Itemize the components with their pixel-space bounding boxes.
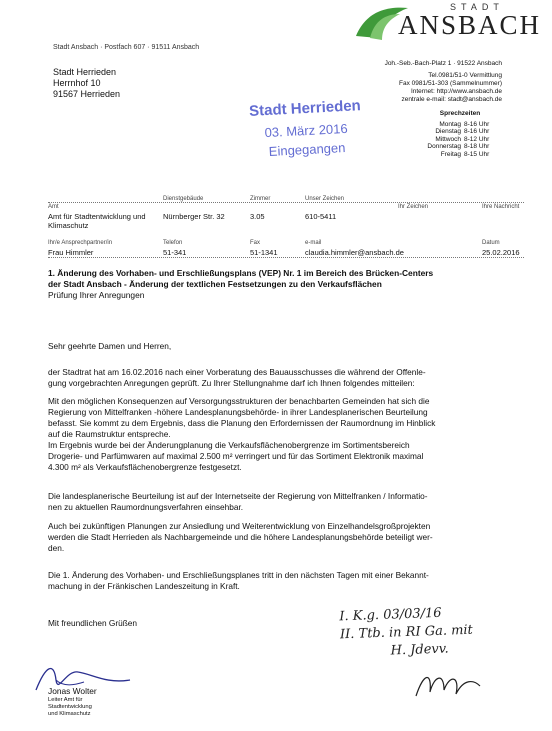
contact-internet: Internet: http://www.ansbach.de [410, 88, 502, 95]
logo-city-name: ANSBACH [398, 10, 542, 40]
recipient-name: Stadt Herrieden [53, 67, 117, 77]
note-line-3: H. Jdevv. [390, 641, 449, 659]
note-line-2: II. Ttb. in RI Ga. mit [339, 622, 474, 643]
recipient-address [53, 67, 120, 100]
stamp-date: 03. März 2016 [264, 120, 348, 141]
value-amt: Amt für Stadtentwicklung und Klimaschutz [48, 212, 146, 230]
contact-email: zentrale e-mail: stadt@ansbach.de [401, 96, 502, 103]
hours-row: Freitag 8-15 Uhr [440, 150, 490, 158]
recipient-street: Herrnhof 10 [53, 78, 101, 88]
label-your-message: Ihre Nachricht [482, 204, 520, 210]
label-your-ref: Ihr Zeichen [398, 204, 429, 210]
label-contact-person: Ihr/e Ansprechpartner/in [48, 240, 113, 246]
recipient-city: 91567 Herrieden [53, 89, 121, 99]
contact-address: Joh.-Seb.-Bach-Platz 1 · 91522 Ansbach [384, 60, 502, 67]
value-contact-person: Frau Himmler [48, 248, 94, 257]
hours-row: Montag 8-16 Uhr [439, 120, 490, 128]
label-building: Dienstgebäude [163, 196, 204, 202]
sender-line: Stadt Ansbach · Postfach 607 · 91511 Ansbach [53, 44, 200, 51]
signer-role: Leiter Amt für Stadtentwicklung und Klimaschutz [48, 697, 92, 717]
note-line-1: I. K.g. 03/03/16 [339, 605, 442, 625]
logo-top-word: STADT [450, 2, 504, 12]
contact-block [302, 60, 502, 104]
label-fax: Fax [250, 240, 261, 246]
paragraph-1: der Stadtrat hat am 16.02.2016 nach einer Vorberatung des Bauausschusses die während der Offenle- gung vorgebrachten Anregungen geprüft. Zu Ihrer Stellungnahme darf ich Ihnen folgendes mitteilen: [48, 367, 426, 388]
label-our-ref: Unser Zeichen [305, 196, 345, 202]
value-fax: 51-1341 [250, 248, 278, 257]
office-hours-title: Sprechzeiten [439, 110, 481, 117]
handwritten-initials [410, 666, 490, 706]
subject [48, 268, 538, 301]
value-room: 3.05 [250, 212, 265, 221]
value-email: claudia.himmler@ansbach.de [305, 248, 404, 257]
subject-line-1: 1. Änderung des Vorhaben- und Erschließungsplans (VEP) Nr. 1 im Bereich des Brücken-Centers [48, 268, 434, 278]
stamp-town: Stadt Herrieden [248, 97, 362, 120]
label-date: Datum [482, 240, 500, 246]
subject-line-3: Prüfung Ihrer Anregungen [48, 290, 145, 300]
signer-name: Jonas Wolter [48, 686, 97, 696]
label-room: Zimmer [250, 196, 271, 202]
label-email: e-mail [305, 240, 322, 246]
office-hours [425, 110, 495, 158]
handwritten-notes [339, 604, 474, 663]
closing: Mit freundlichen Grüßen [48, 618, 138, 628]
value-building: Nürnberger Str. 32 [163, 212, 225, 221]
divider [48, 202, 524, 203]
divider [48, 257, 524, 258]
salutation: Sehr geehrte Damen und Herren, [48, 341, 172, 351]
paragraph-3: Die landesplanerische Beurteilung ist auf der Internetseite der Regierung von Mittelfranken / Informatio- nen zu aktuellen Raumordnungsverfahren einsehbar. [48, 491, 428, 512]
paragraph-4: Auch bei zukünftigen Planungen zur Ansiedlung und Weiterentwicklung von Einzelhandelsgroßprojekten werden die Stadt Herrieden als Nachbargemeinde und die höhere Landesplanungsbehörde beteiligt wer- den. [48, 521, 433, 553]
paragraph-2: Mit den möglichen Konsequenzen auf Versorgungsstrukturen der benachbarten Gemeinden hat sich die Regierung von Mittelfranken -höhere Landesplanungsbehörde- in ihrer Landesplanerischen Beurteilung befasst. Sie kommt zu dem Ergebnis, dass die Planung den Erfordernissen der Raumordnung im Hinblick auf die Raumstruktur entspreche. Im Ergebnis wurde bei der Änderungplanung die Verkaufsflächenobergrenze im Sortimentsbereich Drogerie- und Parfümwaren auf maximal 2.500 m² verringert und für das Sortiment Elektronik maximal 4.300 m² als Verkaufsflächenobergrenze festgesetzt. [48, 396, 436, 472]
contact-phone: Tel.0981/51-0 Vermittlung [428, 72, 502, 79]
label-amt: Amt [48, 204, 59, 210]
hours-row: Donnerstag 8-18 Uhr [427, 143, 490, 150]
value-date: 25.02.2016 [482, 248, 520, 257]
hours-row: Mittwoch 8-12 Uhr [435, 135, 490, 143]
received-stamp [235, 96, 378, 160]
value-our-ref: 610-5411 [305, 212, 337, 221]
paragraph-5: Die 1. Änderung des Vorhaben- und Erschließungsplanes tritt in den nächsten Tagen mit einer Bekannt- machung in der Fränkischen Landeszeitung in Kraft. [48, 570, 429, 591]
hours-row: Dienstag 8-16 Uhr [435, 128, 490, 135]
subject-line-2: der Stadt Ansbach - Änderung der textlichen Festsetzungen zu den Verkaufsflächen [48, 279, 382, 289]
contact-fax: Fax 0981/51-303 (Sammelnummer) [399, 80, 502, 87]
label-phone: Telefon [163, 240, 183, 246]
value-phone: 51-341 [163, 248, 187, 257]
stamp-received: Eingegangen [268, 139, 346, 159]
